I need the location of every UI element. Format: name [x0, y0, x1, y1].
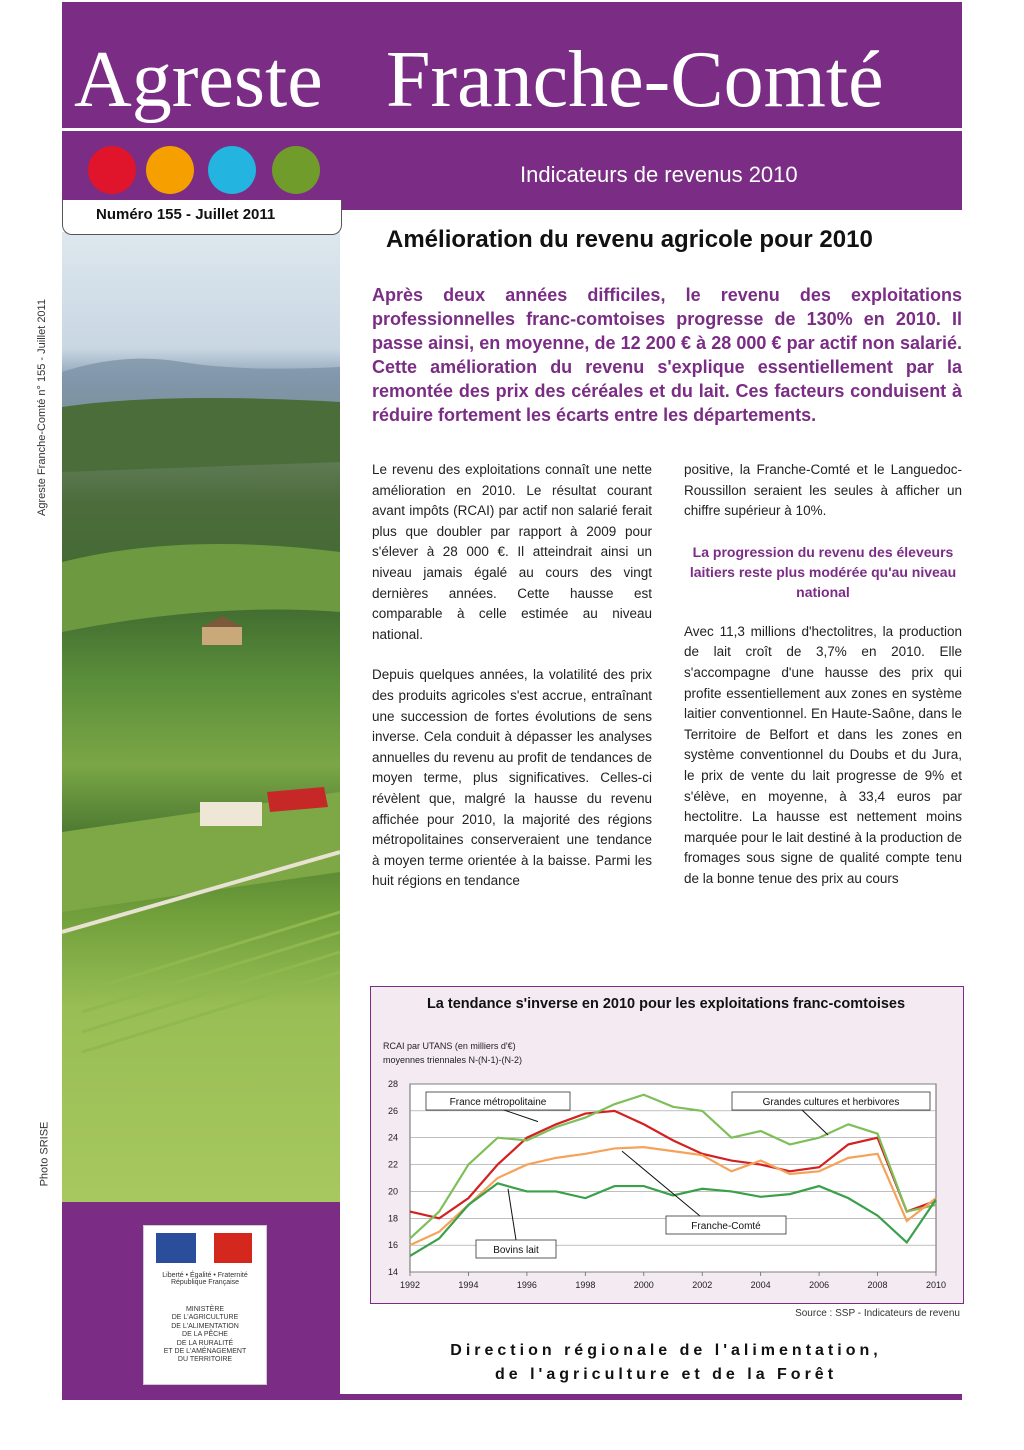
footer-bar: [62, 1394, 962, 1400]
flag-white-band: [196, 1233, 214, 1263]
chart-y-label: RCAI par UTANS (en milliers d'€): [383, 1041, 516, 1051]
blue-dot-icon: [208, 146, 256, 194]
publication-subtitle: Indicateurs de revenus 2010: [520, 162, 798, 187]
article-title: Amélioration du revenu agricole pour 2010: [386, 226, 873, 253]
x-tick-label: 2000: [633, 1280, 654, 1290]
section-subheading: La progression du revenu des éleveurs laitiers reste plus modérée qu'au niveau national: [689, 543, 957, 600]
y-tick-label: 24: [387, 1132, 398, 1143]
callout-label: Grandes cultures et herbivores: [762, 1097, 900, 1108]
x-tick-label: 1996: [516, 1280, 537, 1290]
chart-source: Source : SSP - Indicateurs de revenu: [795, 1308, 960, 1319]
x-tick-label: 1992: [399, 1280, 421, 1290]
red-dot-icon: [88, 146, 136, 194]
line-chart: [370, 1070, 962, 1302]
masthead-title-region: Franche-Comté: [386, 36, 884, 124]
flag-red-band: [214, 1233, 252, 1263]
y-tick-label: 28: [387, 1079, 398, 1089]
landscape-illustration: [62, 232, 340, 1202]
y-tick-label: 16: [387, 1240, 398, 1251]
flag-blue-band: [156, 1233, 196, 1263]
x-tick-label: 2004: [750, 1280, 771, 1290]
chart-title-line: La tendance s'inverse en 2010 pour les exploitations franc-comtoises: [426, 996, 906, 1012]
paragraph: positive, la Franche-Comté et le Languedoc-Roussillon seraient les seules à afficher un chiffre supérieur à 10%.: [684, 462, 962, 519]
paragraph: Avec 11,3 millions d'hectolitres, la production de lait croît de 3,7% en 2010. Elle s'accompagne d'une hausse des prix qui profite essentiellement aux zones en système laitier conventionnel. En Haute-Saône, dans le Territoire de Belfort et dans les zones en système conventionnel du Doubs et du Jura, le prix de vente du lait progresse de 9% et s'élève, en moyenne, à 33,4 euros par hectolitre. La hausse est nettement moins marquée pour le lait destiné à la production de fromages sous signe de qualité compte tenu de la bonne tenue des prix au cours: [684, 623, 962, 886]
footer-direction-line2: de l'agriculture et de la Forêt: [494, 1366, 838, 1383]
y-tick-label: 22: [387, 1159, 398, 1170]
x-tick-label: 1998: [575, 1280, 596, 1290]
article-column-1: [372, 460, 652, 912]
x-tick-label: 1994: [458, 1280, 479, 1290]
masthead-title-agreste: Agreste: [74, 36, 323, 124]
y-tick-label: 18: [387, 1213, 398, 1224]
green-dot-icon: [272, 146, 320, 194]
republic-motto: Liberté • Égalité • Fraternité République Française: [162, 1272, 248, 1286]
vertical-running-title: Agreste Franche-Comté n° 155 - Juillet 2011: [36, 299, 48, 516]
paragraph: Le revenu des exploitations connaît une nette amélioration en 2010. Le résultat courant avant impôts (RCAI) par actif non salarié ferait plus que doubler par rapport à 2009 pour s'élever à 28 000 €. Il atteindrait ainsi un niveau jamais égalé au cours des vingt dernières années. Cette hausse est comparable à celle estimée au niveau national.: [372, 462, 652, 642]
ministry-name: MINISTÈRE DE L'AGRICULTURE DE L'ALIMENTATION DE LA PÊCHE DE LA RURALITÉ ET DE L'AMÉNAGEMENT DU TERRITOIRE: [163, 1306, 247, 1364]
landscape-photo: [62, 232, 340, 1202]
y-tick-label: 26: [387, 1105, 398, 1116]
footer-direction-line1: Direction régionale de l'alimentation,: [450, 1342, 882, 1359]
orange-dot-icon: [146, 146, 194, 194]
x-tick-label: 2006: [809, 1280, 830, 1290]
callout-label: Franche-Comté: [691, 1221, 761, 1232]
article-column-2: [684, 460, 962, 910]
callout-label: France métropolitaine: [449, 1097, 547, 1108]
chart-y-label-sub: moyennes triennales N-(N-1)-(N-2): [383, 1055, 523, 1065]
paragraph: Depuis quelques années, la volatilité des prix des produits agricoles s'est accrue, entraînant une succession de fortes évolutions de sens inverse. Cela conduit à dépasser les analyses annuelles du revenu au profit de tendances de moyen terme, plus significatives. Celles-ci révèlent que, malgré la hausse du revenu affichée pour 2010, la majorité des régions métropolitaines conserveraient une tendance à moyen terme orientée à la baisse. Parmi les huit régions en tendance: [372, 667, 652, 889]
header-divider: [62, 128, 962, 131]
y-tick-label: 14: [387, 1267, 398, 1277]
x-tick-label: 2010: [925, 1280, 947, 1290]
x-tick-label: 2002: [692, 1280, 713, 1290]
photo-credit: Photo SRISE: [38, 1121, 51, 1187]
callout-label: Bovins lait: [493, 1245, 539, 1256]
chart-title: [370, 994, 962, 1014]
y-tick-label: 20: [387, 1186, 398, 1197]
article-lead: Après deux années difficiles, le revenu des exploitations professionnelles franc-comtoises progresse de 130% en 2010. Il passe ainsi, en moyenne, de 12 200 € à 28 000 € par actif non salarié. Cette amélioration du revenu s'explique essentiellement par la remontée des prix des céréales et du lait. Ces facteurs conduisent à réduire fortement les écarts entre les départements.: [372, 285, 962, 425]
issue-label: Numéro 155 - Juillet 2011: [96, 206, 276, 223]
x-tick-label: 2008: [867, 1280, 888, 1290]
